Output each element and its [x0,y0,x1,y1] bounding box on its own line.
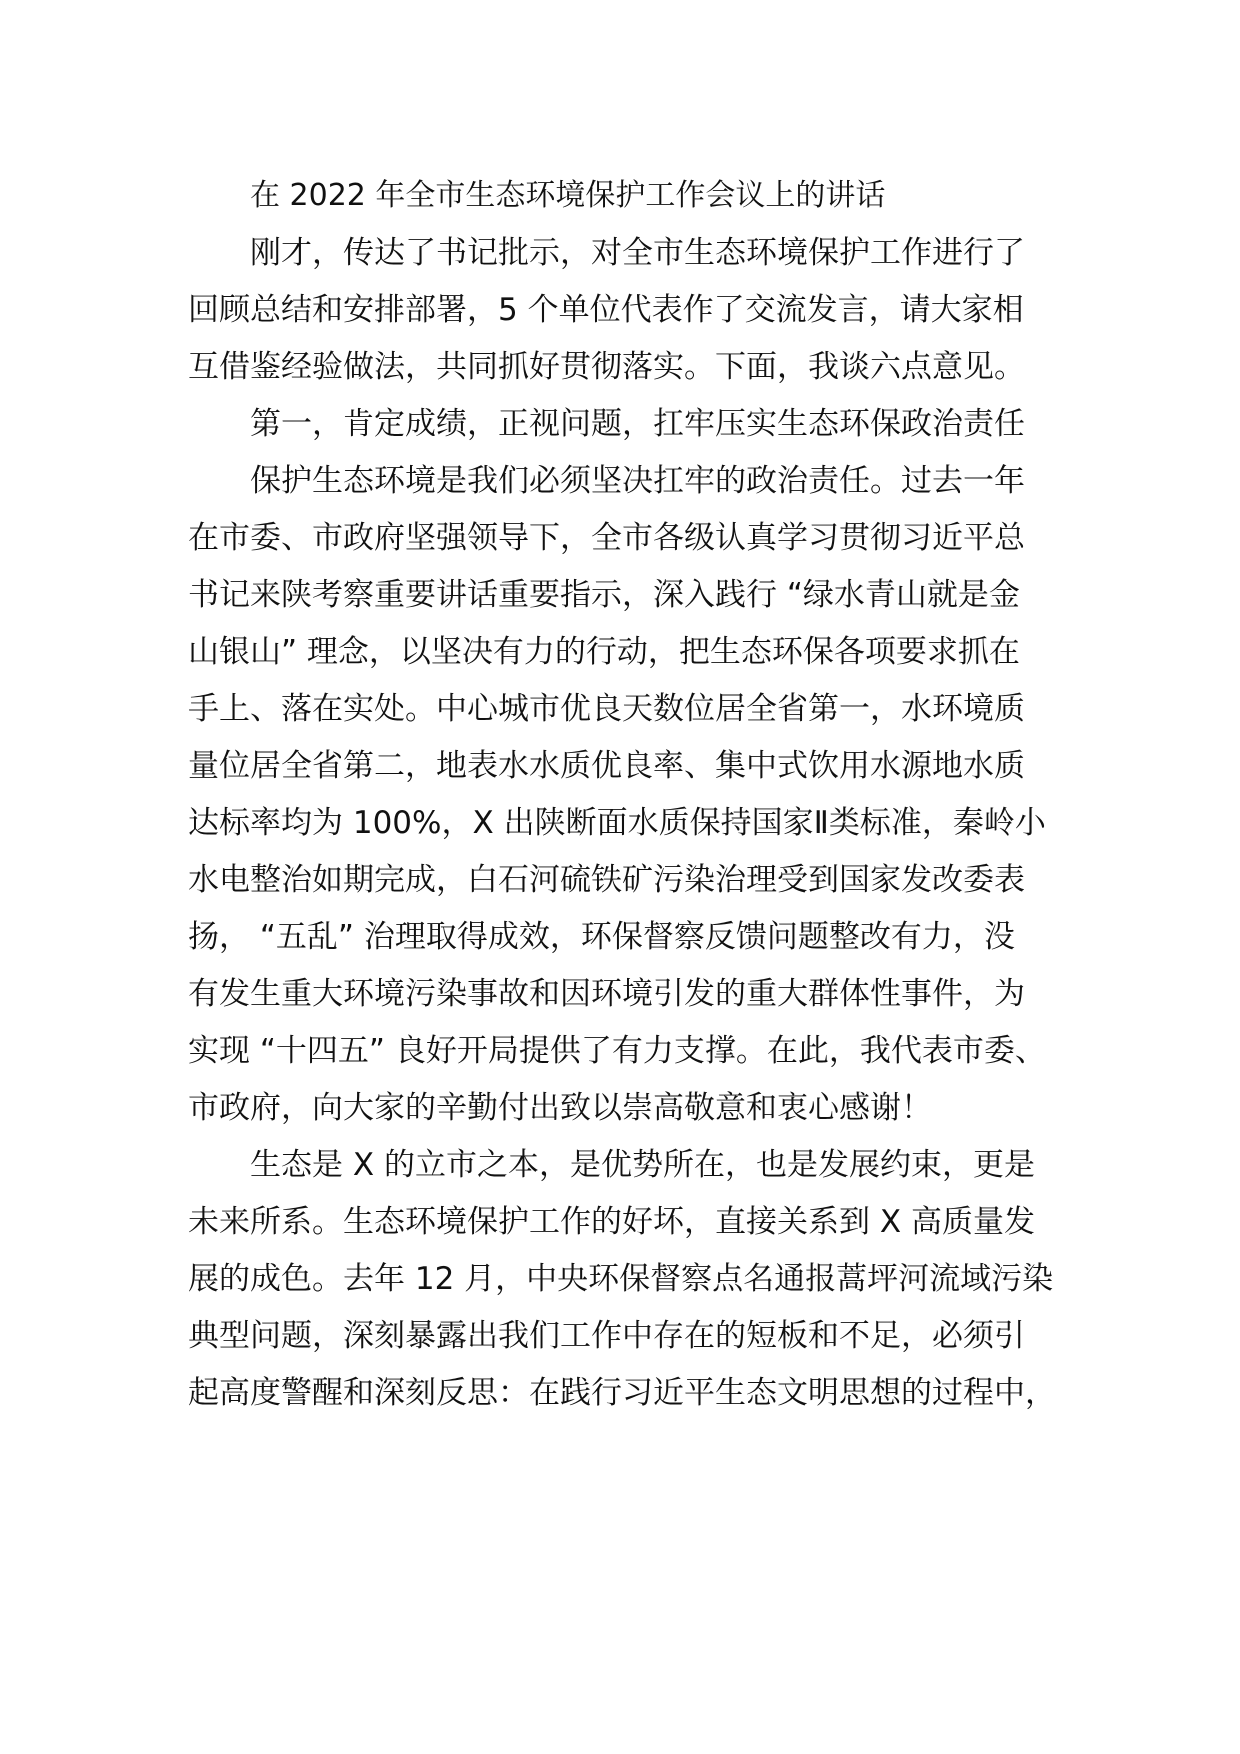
paragraph-line: 互借鉴经验做法，共同抓好贯彻落实。下面，我谈六点意见。 [188,349,1025,385]
paragraph-line: 山银山” 理念，以坚决有力的行动，把生态环保各项要求抓在 [188,634,1020,670]
paragraph-line: 回顾总结和安排部署，5 个单位代表作了交流发言，请大家相 [188,292,1024,328]
paragraph-line: 量位居全省第二，地表水水质优良率、集中式饮用水源地水质 [188,748,1025,784]
paragraph-line: 保护生态环境是我们必须坚决扛牢的政治责任。过去一年 [250,463,1025,499]
document-title: 在 2022 年全市生态环境保护工作会议上的讲话 [250,178,886,213]
paragraph-line: 有发生重大环境污染事故和因环境引发的重大群体性事件，为 [188,976,1025,1012]
paragraph-line: 起高度警醒和深刻反思：在践行习近平生态文明思想的过程中， [188,1375,1056,1411]
paragraph-line: 书记来陕考察重要讲话重要指示，深入践行 “绿水青山就是金 [188,577,1020,613]
paragraph-line: 刚才，传达了书记批示，对全市生态环境保护工作进行了 [250,235,1025,271]
paragraph-line: 实现 “十四五” 良好开局提供了有力支撑。在此，我代表市委、 [188,1033,1046,1069]
paragraph-line: 水电整治如期完成，白石河硫铁矿污染治理受到国家发改委表 [188,862,1025,898]
paragraph-line: 生态是 X 的立市之本，是优势所在，也是发展约束，更是 [250,1147,1035,1183]
paragraph-line: 市政府，向大家的辛勤付出致以崇高敬意和衷心感谢！ [188,1090,932,1126]
section-heading: 第一，肯定成绩，正视问题，扛牢压实生态环保政治责任 [250,406,1025,442]
paragraph-line: 手上、落在实处。中心城市优良天数位居全省第一，水环境质 [188,691,1025,727]
paragraph-line: 达标率均为 100%，X 出陕断面水质保持国家Ⅱ类标准，秦岭小 [188,805,1046,841]
paragraph-line: 典型问题，深刻暴露出我们工作中存在的短板和不足，必须引 [188,1318,1025,1354]
paragraph-line: 扬， “五乱” 治理取得成效，环保督察反馈问题整改有力，没 [188,919,1015,955]
paragraph-line: 未来所系。生态环境保护工作的好坏，直接关系到 X 高质量发 [188,1204,1035,1240]
paragraph-line: 展的成色。去年 12 月，中央环保督察点名通报蒿坪河流域污染 [188,1261,1054,1297]
paragraph-line: 在市委、市政府坚强领导下，全市各级认真学习贯彻习近平总 [188,520,1025,556]
